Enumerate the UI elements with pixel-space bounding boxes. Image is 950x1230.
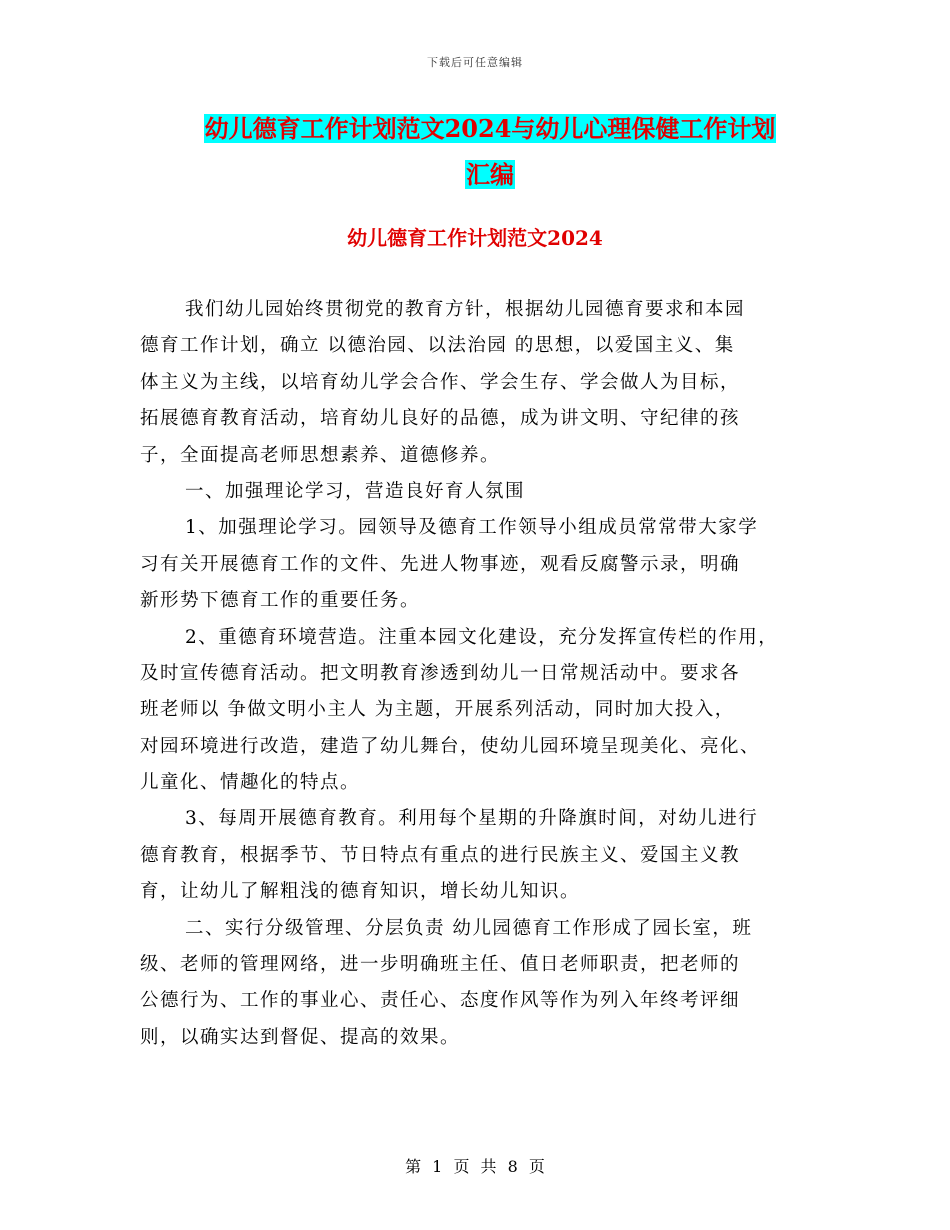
page-number-footer: 第 1 页 共 8 页 [405, 1157, 545, 1176]
text-line: 体主义为主线，以培育幼儿学会合作、学会生存、学会做人为目标， [140, 371, 741, 393]
text-line: 及时宣传德育活动。把文明教育渗透到幼儿一日常规活动中。要求各 [140, 662, 741, 684]
text-line: 拓展德育教育活动，培育幼儿良好的品德，成为讲文明、守纪律的孩 [140, 408, 741, 430]
text-line: 儿童化、情趣化的特点。 [140, 772, 361, 794]
header-note: 下载后可任意编辑 [427, 56, 523, 69]
text-line: 一、加强理论学习，营造良好育人氛围 [185, 480, 526, 502]
text-line: 级、老师的管理网络，进一步明确班主任、值日老师职责，把老师的 [140, 954, 741, 976]
text-line: 则，以确实达到督促、提高的效果。 [140, 1026, 461, 1048]
text-line: 德育教育，根据季节、节日特点有重点的进行民族主义、爱国主义教 [140, 844, 741, 866]
text-line: 二、实行分级管理、分层负责 幼儿园德育工作形成了园长室，班 [185, 917, 753, 939]
text-line: 育，让幼儿了解粗浅的德育知识，增长幼儿知识。 [140, 881, 581, 903]
text-line: 2、重德育环境营造。注重本园文化建设，充分发挥宣传栏的作用， [185, 626, 779, 648]
text-line: 公德行为、工作的事业心、责任心、态度作风等作为列入年终考评细 [140, 990, 741, 1012]
text-line: 班老师以 争做文明小主人 为主题，开展系列活动，同时加大投入， [140, 699, 735, 721]
text-line: 1、加强理论学习。园领导及德育工作领导小组成员常常带大家学 [185, 517, 759, 539]
document-title-line-1: 幼儿德育工作计划范文2024与幼儿心理保健工作计划 [204, 114, 776, 143]
document-title [140, 106, 840, 198]
document-title-line-2: 汇编 [466, 160, 514, 189]
text-line: 我们幼儿园始终贯彻党的教育方针，根据幼儿园德育要求和本园 [185, 299, 746, 320]
text-line: 新形势下德育工作的重要任务。 [140, 590, 421, 612]
text-line: 子，全面提高老师思想素养、道德修养。 [140, 444, 501, 466]
section-title: 幼儿德育工作计划范文2024 [347, 226, 603, 250]
body-text [140, 292, 830, 1056]
text-line: 3、每周开展德育教育。利用每个星期的升降旗时间，对幼儿进行 [185, 808, 759, 830]
text-line: 德育工作计划，确立 以德治园、以法治园 的思想，以爱国主义、集 [140, 335, 735, 357]
text-line: 对园环境进行改造，建造了幼儿舞台，使幼儿园环境呈现美化、亮化、 [140, 735, 761, 757]
text-line: 习有关开展德育工作的文件、先进人物事迹，观看反腐警示录，明确 [140, 553, 741, 575]
